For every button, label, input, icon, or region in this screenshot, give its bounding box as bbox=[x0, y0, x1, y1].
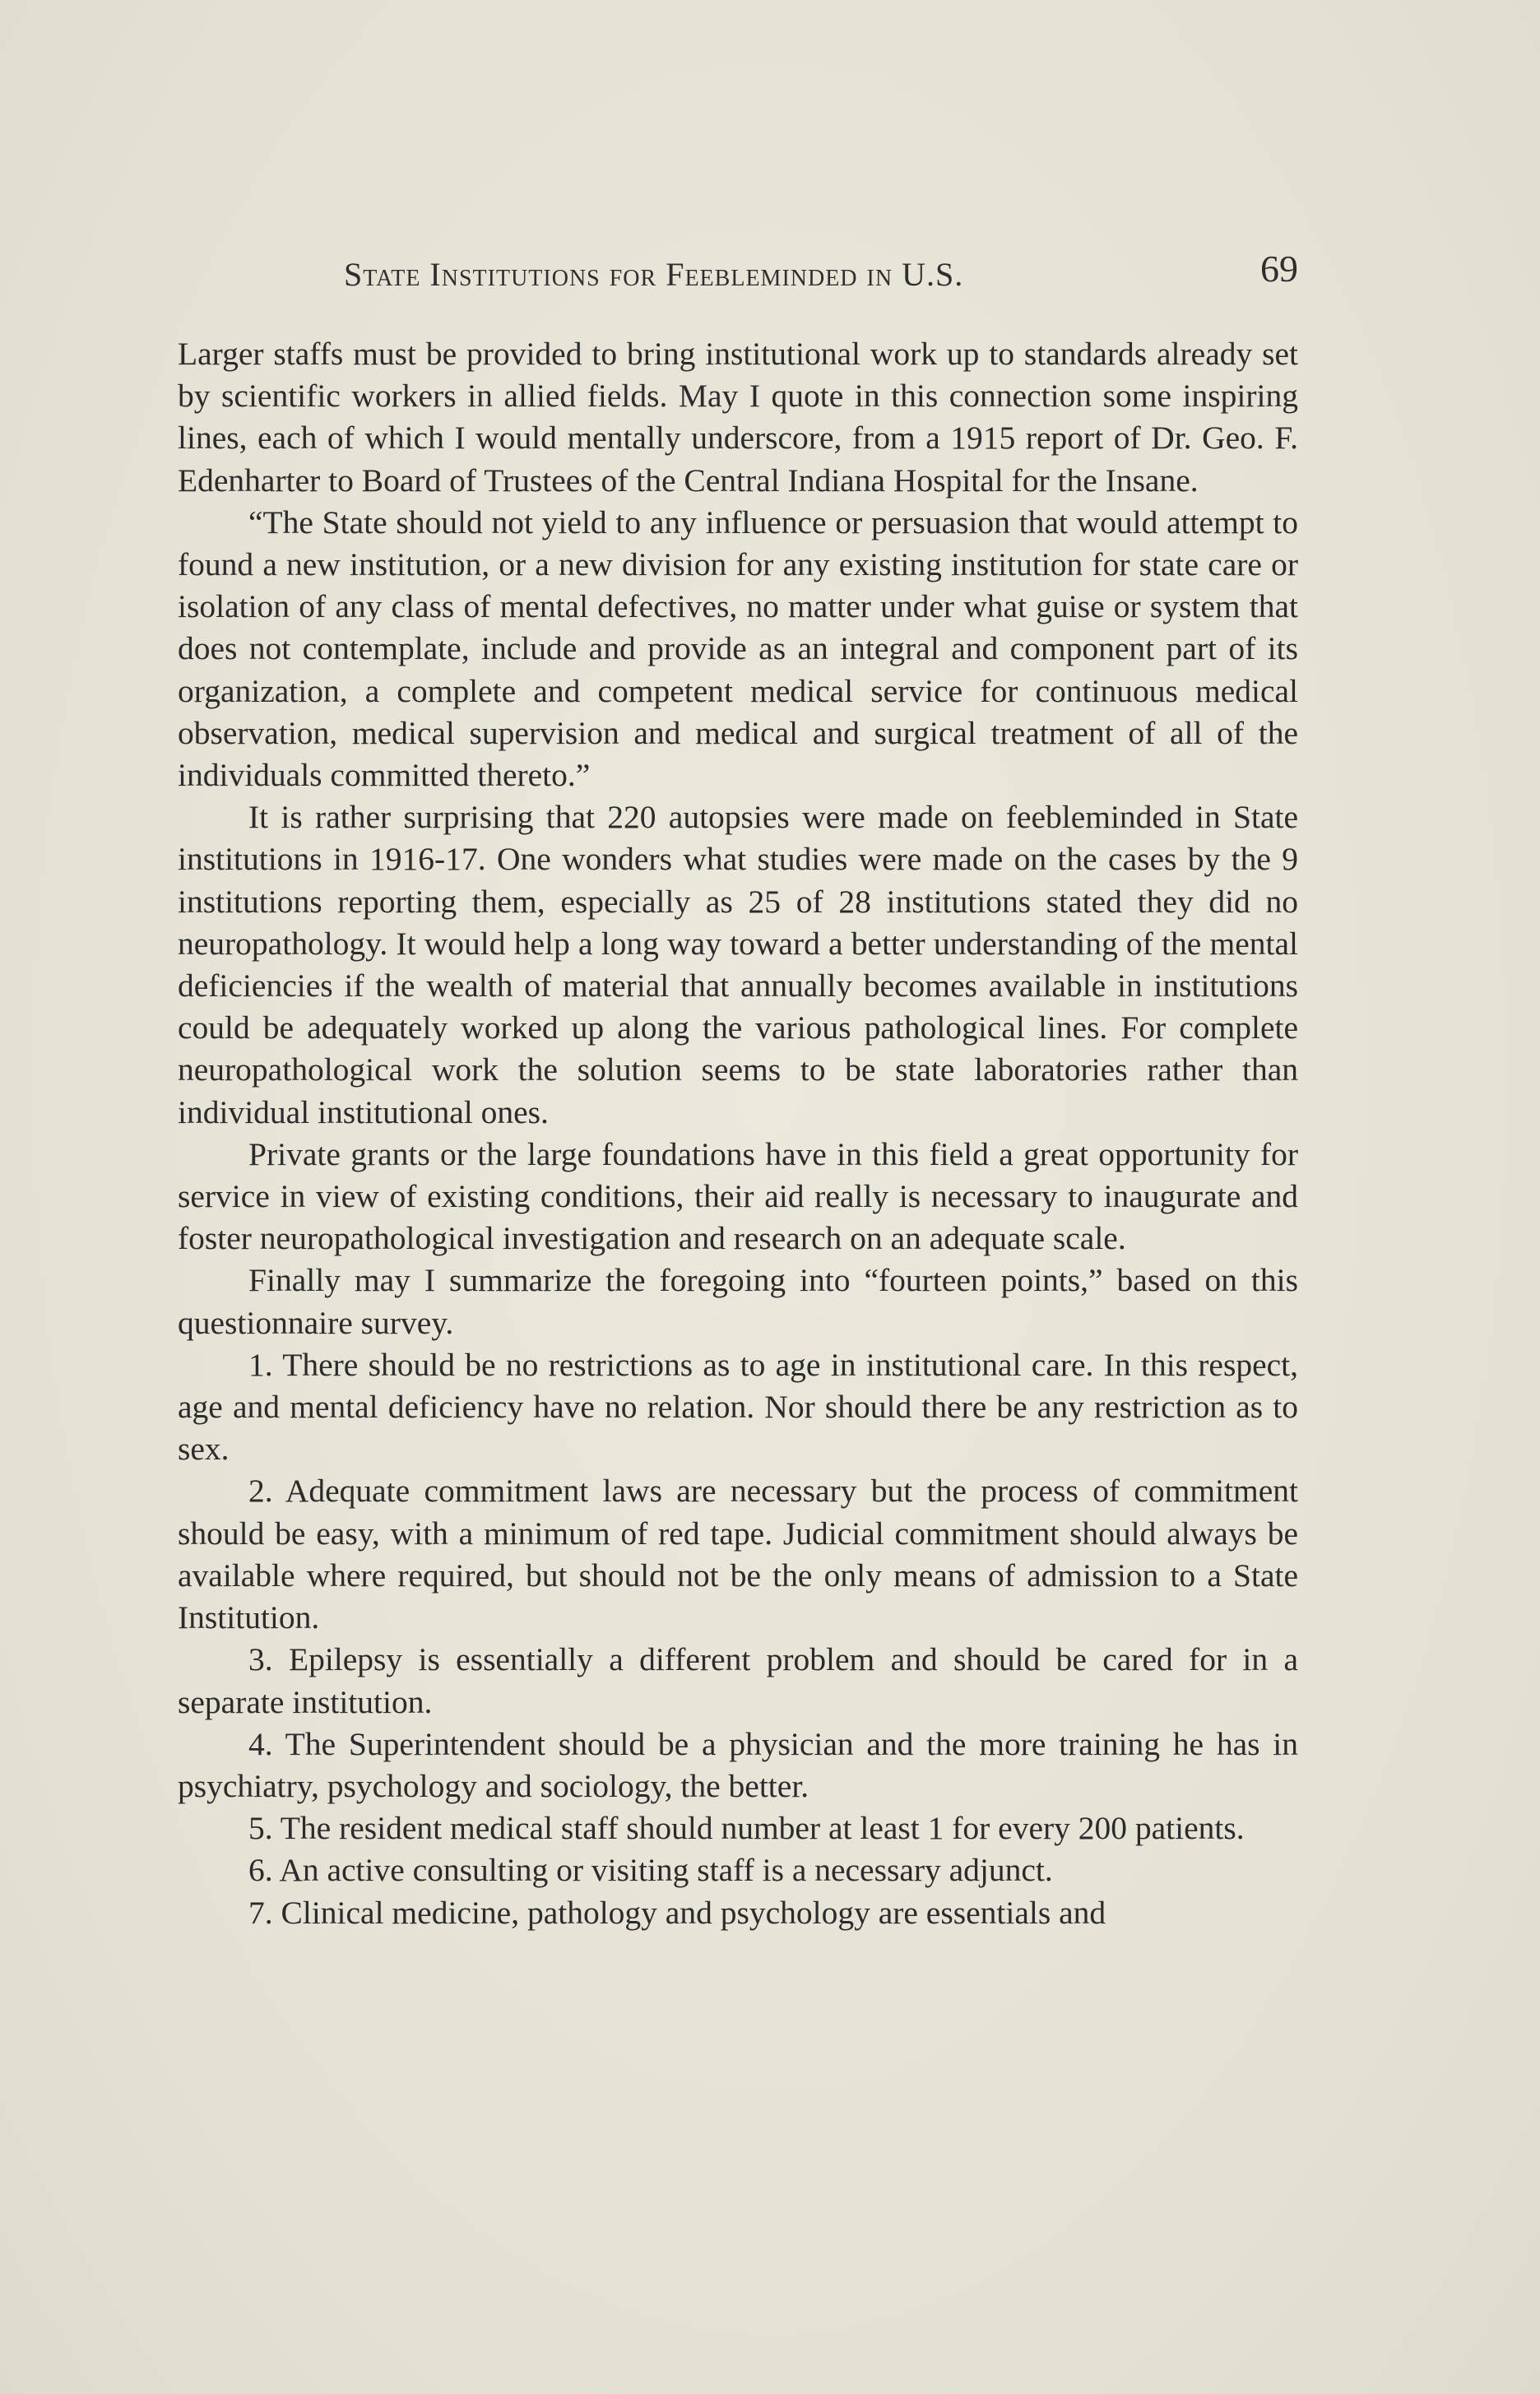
paragraph-quotation: “The State should not yield to any influence or persuasion that would attempt to found a new institution, or a new division for any existing institution for state care or isolation of any class of mental defectives, no matter under what guise or system that does not contemplate, include and provide as an integral and component part of its organization, a complete and competent medical service for continuous medical observation, medical supervision and medical and surgical treatment of all of the individuals committed thereto.” bbox=[178, 503, 1298, 794]
list-item-2: 2. Adequate commitment laws are necessary but the process of commitment should be easy, with a minimum of red tape. Judicial commitment should always be available where required, but should not be the only means of admission to a State Institution. bbox=[178, 1473, 1298, 1636]
paragraph-autopsies: It is rather surprising that 220 autopsies were made on feebleminded in State institutions in 1916-17. One wonders what studies were made on the cases by the 9 institutions reporting them, especially as 25 of 28 institutions stated they did no neuropathology. It would help a long way toward a better understanding of the mental deficiencies if the wealth of material that annually becomes available in institutions could be adequately worked up along the various pathological lines. For complete neuropathological work the solution seems to be state laboratories rather than individual institutional ones. bbox=[178, 799, 1298, 1130]
list-item-7: 7. Clinical medicine, pathology and psychology are essentials and bbox=[248, 1894, 1106, 1931]
body-text bbox=[178, 333, 1298, 1934]
list-item-4: 4. The Superintendent should be a physician and the more training he has in psychiatry, psychology and sociology, the better. bbox=[178, 1725, 1298, 1804]
page-number: 69 bbox=[1260, 248, 1298, 290]
paragraph-private-grants: Private grants or the large foundations have in this field a great opportunity for service in view of existing conditions, their aid really is necessary to inaugurate and foster neuropathological investigation and research on an adequate scale. bbox=[178, 1135, 1298, 1257]
list-item-3: 3. Epilepsy is essentially a different problem and should be cared for in a separate institution. bbox=[178, 1641, 1298, 1720]
list-item-6: 6. An active consulting or visiting staff is a necessary adjunct. bbox=[248, 1852, 1053, 1889]
running-head: State Institutions for Feebleminded in U.S. bbox=[344, 256, 964, 293]
paragraph-summary-intro: Finally may I summarize the foregoing into “fourteen points,” based on this questionnaire survey. bbox=[178, 1262, 1298, 1341]
page-header bbox=[344, 244, 1298, 301]
paragraph-staffs: Larger staffs must be provided to bring institutional work up to standards already set by scientific workers in allied fields. May I quote in this connection some inspiring lines, each of which I would mentally underscore, from a 1915 report of Dr. Geo. F. Edenharter to Board of Trustees of the Central Indiana Hospital for the Insane. bbox=[178, 336, 1298, 499]
list-item-5: 5. The resident medical staff should number at least 1 for every 200 patients. bbox=[248, 1810, 1245, 1847]
list-item-1: 1. There should be no restrictions as to age in institutional care. In this respect, age and mental deficiency have no relation. Nor should there be any restriction as to sex. bbox=[178, 1346, 1298, 1468]
